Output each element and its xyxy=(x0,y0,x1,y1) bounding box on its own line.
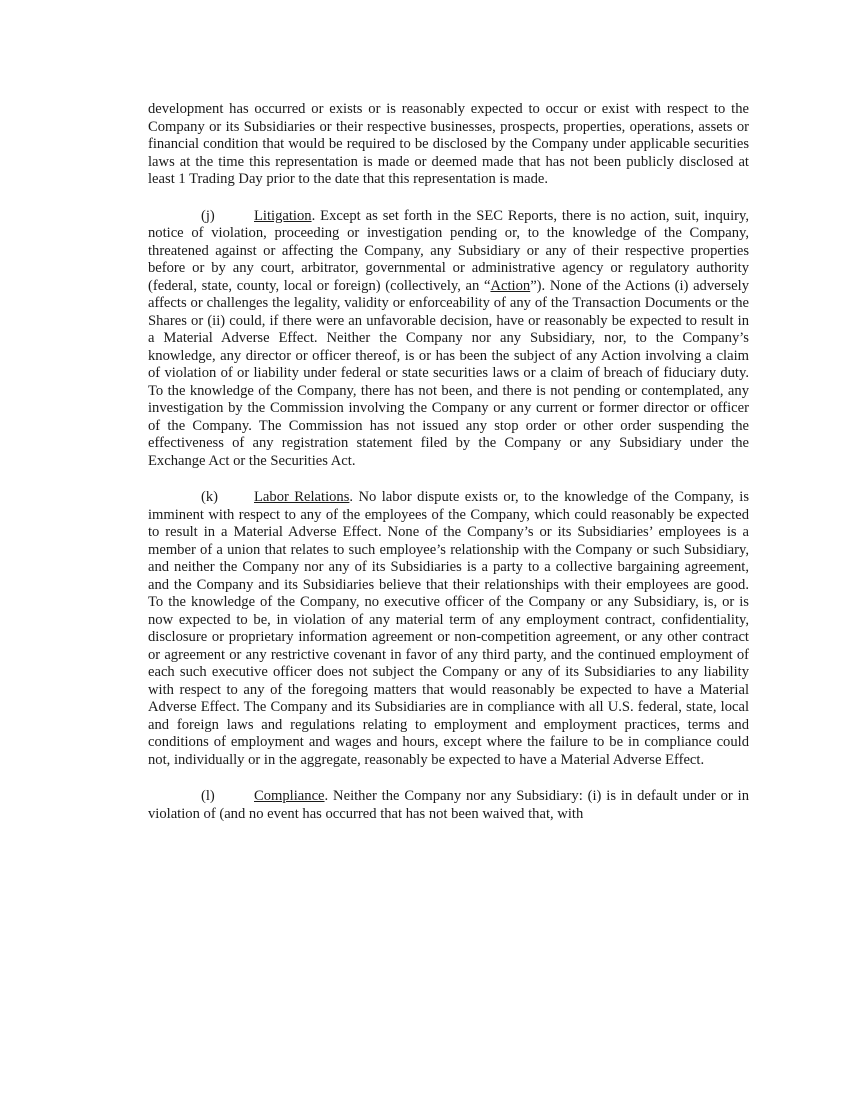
document-page xyxy=(148,101,749,823)
section-number: (k) xyxy=(201,489,219,505)
section-j-litigation xyxy=(148,208,749,471)
section-heading: Labor Relations xyxy=(254,489,350,505)
section-l-compliance xyxy=(148,788,749,823)
section-body-text: . Neither the Company nor any Subsidiary: (i) is in default under or in violation of (and no event has occurred that has not been waived that, with xyxy=(148,788,749,822)
section-body-text: . No labor dispute exists or, to the knowledge of the Company, is imminent with respect to any of the employees of the Company, which could reasonably be expected to result in a Material Adverse Effect. None of the Company’s or its Subsidiaries’ employees is a member of a union that relates to such employee’s relationship with the Company or such Subsidiary, and neither the Company nor any of its Subsidiaries is a party to a collective bargaining agreement, and the Company and its Subsidiaries believe that their relationships with their employees are good. To the knowledge of the Company, no executive officer of the Company or any Subsidiary, is, or is now expected to be, in violation of any material term of any employment contract, confidentiality, disclosure or proprietary information agreement or non-competition agreement, or any other contract or agreement or any restrictive covenant in favor of any third party, and the continued employment of each such executive officer does not subject the Company or any of its Subsidiaries to any liability with respect to any of the foregoing matters that would reasonably be expected to have a Material Adverse Effect. The Company and its Subsidiaries are in compliance with all U.S. federal, state, local and foreign laws and regulations relating to employment and employment practices, terms and conditions of employment and wages and hours, except where the failure to be in compliance could not, individually or in the aggregate, reasonably be expected to have a Material Adverse Effect. xyxy=(148,489,749,768)
section-k-labor-relations xyxy=(148,489,749,769)
section-number: (j) xyxy=(201,207,215,224)
section-heading: Litigation xyxy=(254,207,312,224)
continued-paragraph: development has occurred or exists or is reasonably expected to occur or exist with respect to the Company or its Subsidiaries or their respective businesses, prospects, properties, operations, assets or financial condition that would be required to be disclosed by the Company under applicable securities laws at the time this representation is made or deemed made that has not been publicly disclosed at least 1 Trading Day prior to the date that this representation is made. xyxy=(148,101,749,187)
section-number: (l) xyxy=(201,788,215,804)
section-body-text: . Except as set forth in the SEC Reports, there is no action, suit, inquiry, notice of violation, proceeding or investigation pending or, to the knowledge of the Company, threatened against or affecting the Company, any Subsidiary or any of their respective properties before or by any court, arbitrator, governmental or administrative agency or regulatory authority (federal, state, county, local or foreign) (collectively, an “ xyxy=(148,207,749,294)
section-heading: Compliance xyxy=(254,788,325,804)
defined-term-action: Action xyxy=(490,277,531,294)
section-body-text: ”). None of the Actions (i) adversely affects or challenges the legality, validity or enforceability of any of the Transaction Documents or the Shares or (ii) could, if there were an unfavorable decision, have or reasonably be expected to result in a Material Adverse Effect. Neither the Company nor any Subsidiary, nor, to the Company’s knowledge, any director or officer thereof, is or has been the subject of any Action involving a claim of violation of or liability under federal or state securities laws or a claim of breach of fiduciary duty. To the knowledge of the Company, there has not been, and there is not pending or contemplated, any investigation by the Commission involving the Company or any current or former director or officer of the Company. The Commission has not issued any stop order or other order suspending the effectiveness of any registration statement filed by the Company or any Subsidiary under the Exchange Act or the Securities Act. xyxy=(148,277,749,469)
